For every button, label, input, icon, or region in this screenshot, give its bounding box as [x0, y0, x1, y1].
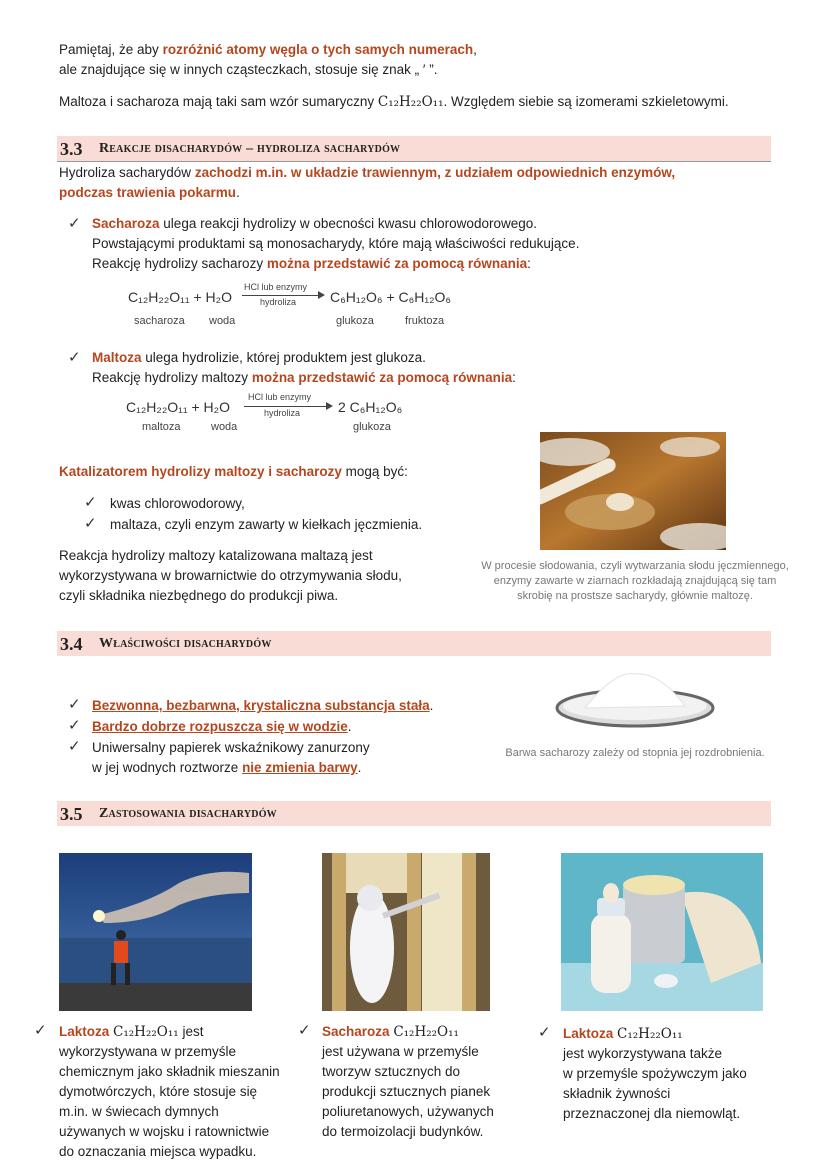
- check-icon: ✓: [68, 717, 81, 734]
- check-icon: ✓: [84, 494, 97, 511]
- section-title: Reakcje disacharydów – hydroliza sacharydów: [99, 141, 401, 156]
- catalyst-item: kwas chlorowodorowy,: [110, 496, 245, 511]
- sucrose-powder-image: [555, 670, 715, 730]
- check-icon: ✓: [68, 215, 81, 232]
- section-number: 3.3: [60, 139, 83, 159]
- intro-block: [59, 40, 779, 112]
- section-number: 3.5: [60, 804, 83, 824]
- infant-formula-image: [561, 853, 763, 1011]
- check-icon: ✓: [68, 349, 81, 366]
- catalyst-item: maltaza, czyli enzym zawarty w kiełkach jęczmienia.: [110, 517, 423, 532]
- equation-maltose: C₁₂H₂₂O₁₁ + H₂O HCl lub enzymy hydroliza 2 C₆H₁₂O₆ maltoza woda glukoza: [126, 392, 403, 433]
- reaction-arrow: [242, 295, 322, 296]
- check-icon: ✓: [68, 738, 81, 755]
- check-icon: ✓: [538, 1024, 551, 1041]
- intro-line-1: Pamiętaj, że aby rozróżnić atomy węgla o tych samych numerach,: [59, 42, 477, 57]
- application-lactose-food: Laktoza C₁₂H₂₂O₁₁ jest wykorzystywana także w przemyśle spożywczym jako składnik żywności przeznaczonej dla niemowląt.: [563, 1026, 747, 1121]
- maltose-bullet: Maltoza ulega hydrolizie, której produktem jest glukoza. Reakcję hydrolizy maltozy można przedstawić za pomocą równania:: [92, 350, 516, 385]
- malting-caption: W procesie słodowania, czyli wytwarzania słodu jęczmiennego, enzymy zawarte w ziarnach rozkładają znajdującą się tam skrobię na prostsze sacharydy, głównie maltozę.: [481, 560, 789, 602]
- intro-line-2: ale znajdujące się w innych cząsteczkach, stosuje się znak „ ′ ”.: [59, 62, 438, 77]
- section-3-3-header: [57, 136, 771, 161]
- catalysts-heading: Katalizatorem hydrolizy maltozy i sacharozy mogą być:: [59, 464, 408, 479]
- reaction-arrow: [244, 406, 330, 407]
- application-sucrose-foam: Sacharoza C₁₂H₂₂O₁₁ jest używana w przemyśle tworzyw sztucznych do produkcji sztucznych pianek poliuretanowych, używanych do termoizolacji budynków.: [322, 1024, 494, 1139]
- check-icon: ✓: [298, 1022, 311, 1039]
- hydrolysis-intro: Hydroliza sacharydów zachodzi m.in. w układzie trawiennym, z udziałem odpowiednich enzymów, podczas trawienia pokarmu.: [59, 165, 676, 200]
- section-title: Właściwości disacharydów: [99, 636, 272, 651]
- sucrose-caption: Barwa sacharozy zależy od stopnia jej rozdrobnienia.: [505, 747, 765, 759]
- smoke-flare-image: [59, 853, 252, 1011]
- sucrose-bullet: Sacharoza ulega reakcji hydrolizy w obecności kwasu chlorowodorowego. Powstającymi produktami są monosacharydy, które mają właściwości redukujące. Reakcję hydrolizy sacharozy można przedstawić za pomocą równania:: [92, 216, 580, 271]
- equation-sucrose: C₁₂H₂₂O₁₁ + H₂O HCl lub enzymy hydroliza C₆H₁₂O₆ + C₆H₁₂O₆ sacharoza woda glukoza fruktoza: [128, 282, 452, 327]
- property-item: Bardzo dobrze rozpuszcza się w wodzie.: [92, 719, 352, 734]
- application-lactose-smoke: Laktoza C₁₂H₂₂O₁₁ jest wykorzystywana w przemyśle chemicznym jako składnik mieszanin dymotwórczych, które stosuje się m.in. w świecach dymnych używanych w wojsku i ratownictwie do oznaczania miejsca wypadku.: [59, 1024, 280, 1159]
- section-3-5-header: [57, 801, 771, 826]
- property-item: Uniwersalny papierek wskaźnikowy zanurzony w jej wodnych roztworze nie zmienia barwy.: [92, 740, 370, 775]
- check-icon: ✓: [34, 1022, 47, 1039]
- section-3-4-header: [57, 631, 771, 656]
- foam-insulation-image: [322, 853, 490, 1011]
- malting-image: [540, 432, 726, 550]
- section-number: 3.4: [60, 634, 83, 654]
- property-item: Bezwonna, bezbarwna, krystaliczna substancja stała.: [92, 698, 434, 713]
- check-icon: ✓: [84, 515, 97, 532]
- section-title: Zastosowania disacharydów: [99, 806, 277, 821]
- check-icon: ✓: [68, 696, 81, 713]
- brewing-paragraph: Reakcja hydrolizy maltozy katalizowana maltazą jest wykorzystywana w browarnictwie do otrzymywania słodu, czyli składnika niezbędnego do produkcji piwa.: [59, 548, 402, 603]
- intro-line-3: Maltoza i sacharoza mają taki sam wzór sumaryczny C₁₂H₂₂O₁₁. Względem siebie są izomerami szkieletowymi.: [59, 94, 729, 110]
- section-divider: [57, 161, 771, 162]
